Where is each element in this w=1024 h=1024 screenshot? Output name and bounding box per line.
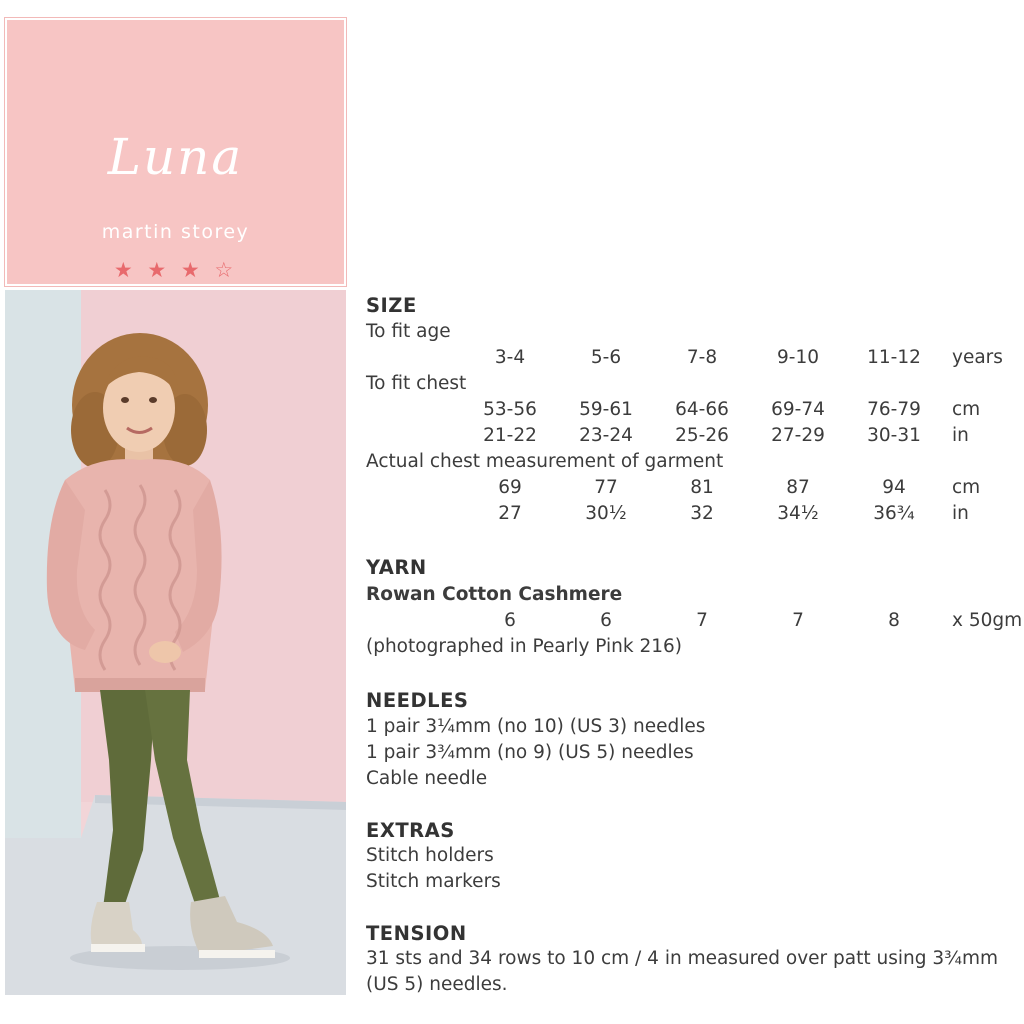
- chest-in-value: 25-26: [675, 425, 729, 446]
- designer-name: martin storey: [101, 221, 250, 243]
- chest-cm-unit: cm: [952, 399, 981, 420]
- star-filled-icon: ★: [113, 258, 137, 282]
- needle-item: 1 pair 3¾mm (no 9) (US 5) needles: [366, 742, 694, 763]
- chest-label: To fit chest: [366, 373, 467, 394]
- yarn-amount: 8: [888, 610, 900, 631]
- tension-text: (US 5) needles.: [366, 974, 508, 995]
- age-unit: years: [952, 347, 1003, 368]
- needle-item: 1 pair 3¼mm (no 10) (US 3) needles: [366, 716, 706, 737]
- star-empty-icon: ☆: [214, 258, 238, 282]
- title-card: [5, 18, 346, 286]
- chest-cm-value: 59-61: [579, 399, 633, 420]
- chest-in-value: 30-31: [867, 425, 921, 446]
- extras-heading: EXTRAS: [366, 819, 455, 842]
- tension-heading: TENSION: [366, 922, 467, 945]
- actual-cm-value: 94: [882, 477, 906, 498]
- chest-cm-value: 76-79: [867, 399, 921, 420]
- model-photo: [5, 290, 346, 995]
- yarn-amount: 7: [696, 610, 708, 631]
- chest-in-value: 23-24: [579, 425, 633, 446]
- yarn-name: Rowan Cotton Cashmere: [366, 584, 623, 605]
- yarn-heading: YARN: [366, 556, 427, 579]
- star-filled-icon: ★: [147, 258, 171, 282]
- age-value: 9-10: [777, 347, 819, 368]
- chest-cm-value: 69-74: [771, 399, 825, 420]
- actual-cm-value: 87: [786, 477, 810, 498]
- extras-item: Stitch holders: [366, 845, 494, 866]
- yarn-amount: 6: [504, 610, 516, 631]
- chest-in-value: 21-22: [483, 425, 537, 446]
- actual-cm-unit: cm: [952, 477, 981, 498]
- age-value: 5-6: [590, 347, 622, 368]
- age-value: 11-12: [867, 347, 921, 368]
- size-heading: SIZE: [366, 294, 417, 317]
- chest-cm-value: 53-56: [483, 399, 537, 420]
- pattern-title: Luna: [107, 128, 244, 186]
- chest-in-unit: in: [952, 425, 969, 446]
- chest-in-value: 27-29: [771, 425, 825, 446]
- actual-in-value: 32: [690, 503, 714, 524]
- age-value: 3-4: [494, 347, 526, 368]
- age-value: 7-8: [686, 347, 718, 368]
- actual-cm-value: 77: [594, 477, 618, 498]
- actual-in-value: 27: [498, 503, 522, 524]
- actual-in-value: 34½: [777, 503, 819, 524]
- pattern-details: [366, 0, 1024, 1024]
- yarn-amount-unit: x 50gm: [952, 610, 1023, 631]
- difficulty-rating: [7, 258, 344, 282]
- chest-cm-value: 64-66: [675, 399, 729, 420]
- actual-cm-value: 81: [690, 477, 714, 498]
- yarn-amount: 6: [600, 610, 612, 631]
- extras-item: Stitch markers: [366, 871, 501, 892]
- needles-heading: NEEDLES: [366, 689, 469, 712]
- yarn-colour-note: (photographed in Pearly Pink 216): [366, 636, 683, 657]
- star-filled-icon: ★: [180, 258, 204, 282]
- yarn-amount: 7: [792, 610, 804, 631]
- tension-text: 31 sts and 34 rows to 10 cm / 4 in measured over patt using 3¾mm: [366, 948, 999, 969]
- actual-in-value: 30½: [585, 503, 627, 524]
- needle-item: Cable needle: [366, 768, 488, 789]
- actual-chest-label: Actual chest measurement of garment: [366, 451, 724, 472]
- actual-in-unit: in: [952, 503, 969, 524]
- actual-in-value: 36¾: [873, 503, 915, 524]
- age-label: To fit age: [366, 321, 451, 342]
- actual-cm-value: 69: [498, 477, 522, 498]
